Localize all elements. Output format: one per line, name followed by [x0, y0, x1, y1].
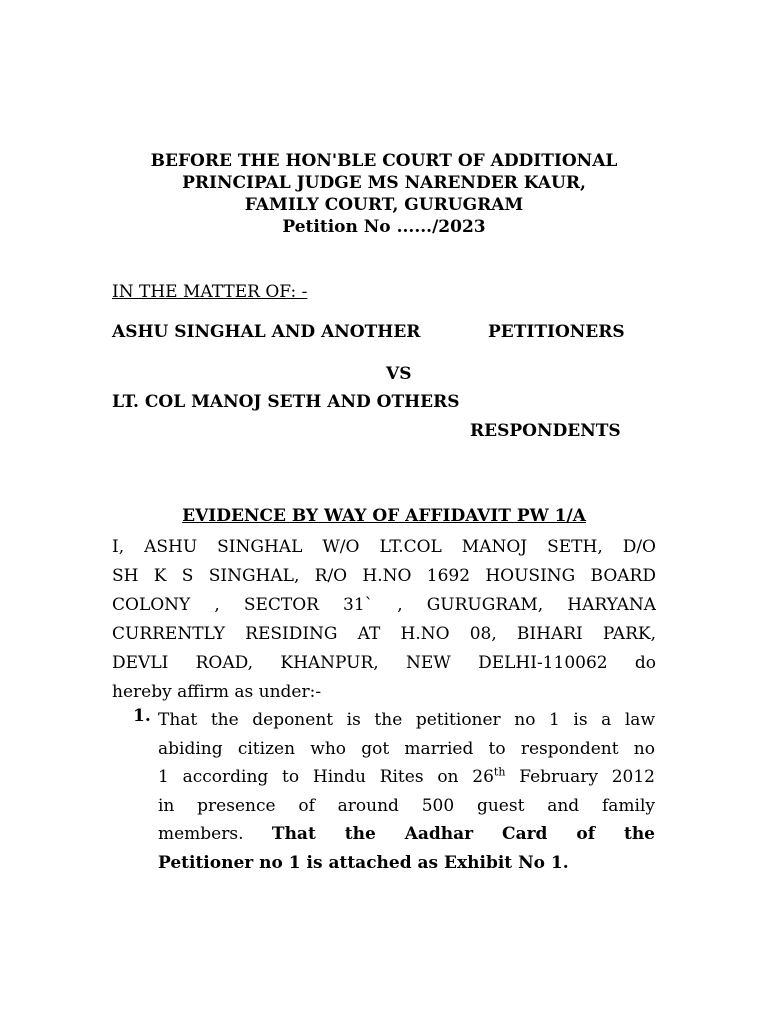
- in-the-matter-of: [112, 282, 307, 302]
- intro-line-4: CURRENTLY RESIDING AT H.NO 08, BIHARI PARK,: [112, 624, 656, 644]
- item-1-line-6: Petitioner no 1 is attached as Exhibit No 1.: [158, 852, 569, 873]
- intro-line-5: DEVLI ROAD, KHANPUR, NEW DELHI-110062 do: [112, 653, 656, 673]
- item-1-line-5: [158, 820, 655, 849]
- ordinal-suffix: th: [493, 765, 506, 779]
- petitioner-name: ASHU SINGHAL AND ANOTHER: [112, 322, 421, 342]
- intro-line-6: hereby affirm as under:-: [112, 682, 322, 702]
- item-1-number: 1.: [133, 706, 151, 726]
- matter-suffix: : -: [290, 282, 308, 302]
- item-1-line-5-plain: members.: [158, 824, 244, 844]
- item-1-line-3-post: February 2012: [505, 767, 655, 787]
- item-1-line-2: abiding citizen who got married to respondent no: [158, 738, 655, 759]
- item-1-line-3: [158, 763, 655, 792]
- intro-line-1: I, ASHU SINGHAL W/O LT.COL MANOJ SETH, D/O: [112, 537, 656, 557]
- court-heading: [0, 150, 768, 238]
- respondent-role: RESPONDENTS: [470, 421, 621, 441]
- heading-line-3: FAMILY COURT, GURUGRAM: [244, 195, 524, 215]
- item-1-line-5-bold: That the Aadhar Card of the: [271, 824, 655, 844]
- respondent-name: LT. COL MANOJ SETH AND OTHERS: [112, 392, 460, 412]
- item-1-paragraph: [158, 706, 655, 877]
- affidavit-title: EVIDENCE BY WAY OF AFFIDAVIT PW 1/A: [182, 506, 586, 526]
- deponent-introduction: [112, 533, 656, 707]
- versus-label: VS: [386, 364, 412, 384]
- item-1-line-4: in presence of around 500 guest and family: [158, 795, 655, 816]
- intro-line-2: SH K S SINGHAL, R/O H.NO 1692 HOUSING BOARD: [112, 566, 656, 586]
- petitioner-role: PETITIONERS: [488, 322, 625, 342]
- heading-line-2: PRINCIPAL JUDGE MS NARENDER KAUR,: [182, 173, 586, 193]
- item-1-line-1: That the deponent is the petitioner no 1 is a law: [158, 710, 655, 730]
- petition-number: Petition No ....../2023: [282, 217, 486, 237]
- intro-line-3: COLONY , SECTOR 31` , GURUGRAM, HARYANA: [112, 595, 656, 615]
- heading-line-1: BEFORE THE HON'BLE COURT OF ADDITIONAL: [150, 151, 618, 171]
- matter-label: IN THE MATTER OF: [112, 282, 291, 302]
- item-1-line-3-pre: 1 according to Hindu Rites on 26: [158, 767, 494, 787]
